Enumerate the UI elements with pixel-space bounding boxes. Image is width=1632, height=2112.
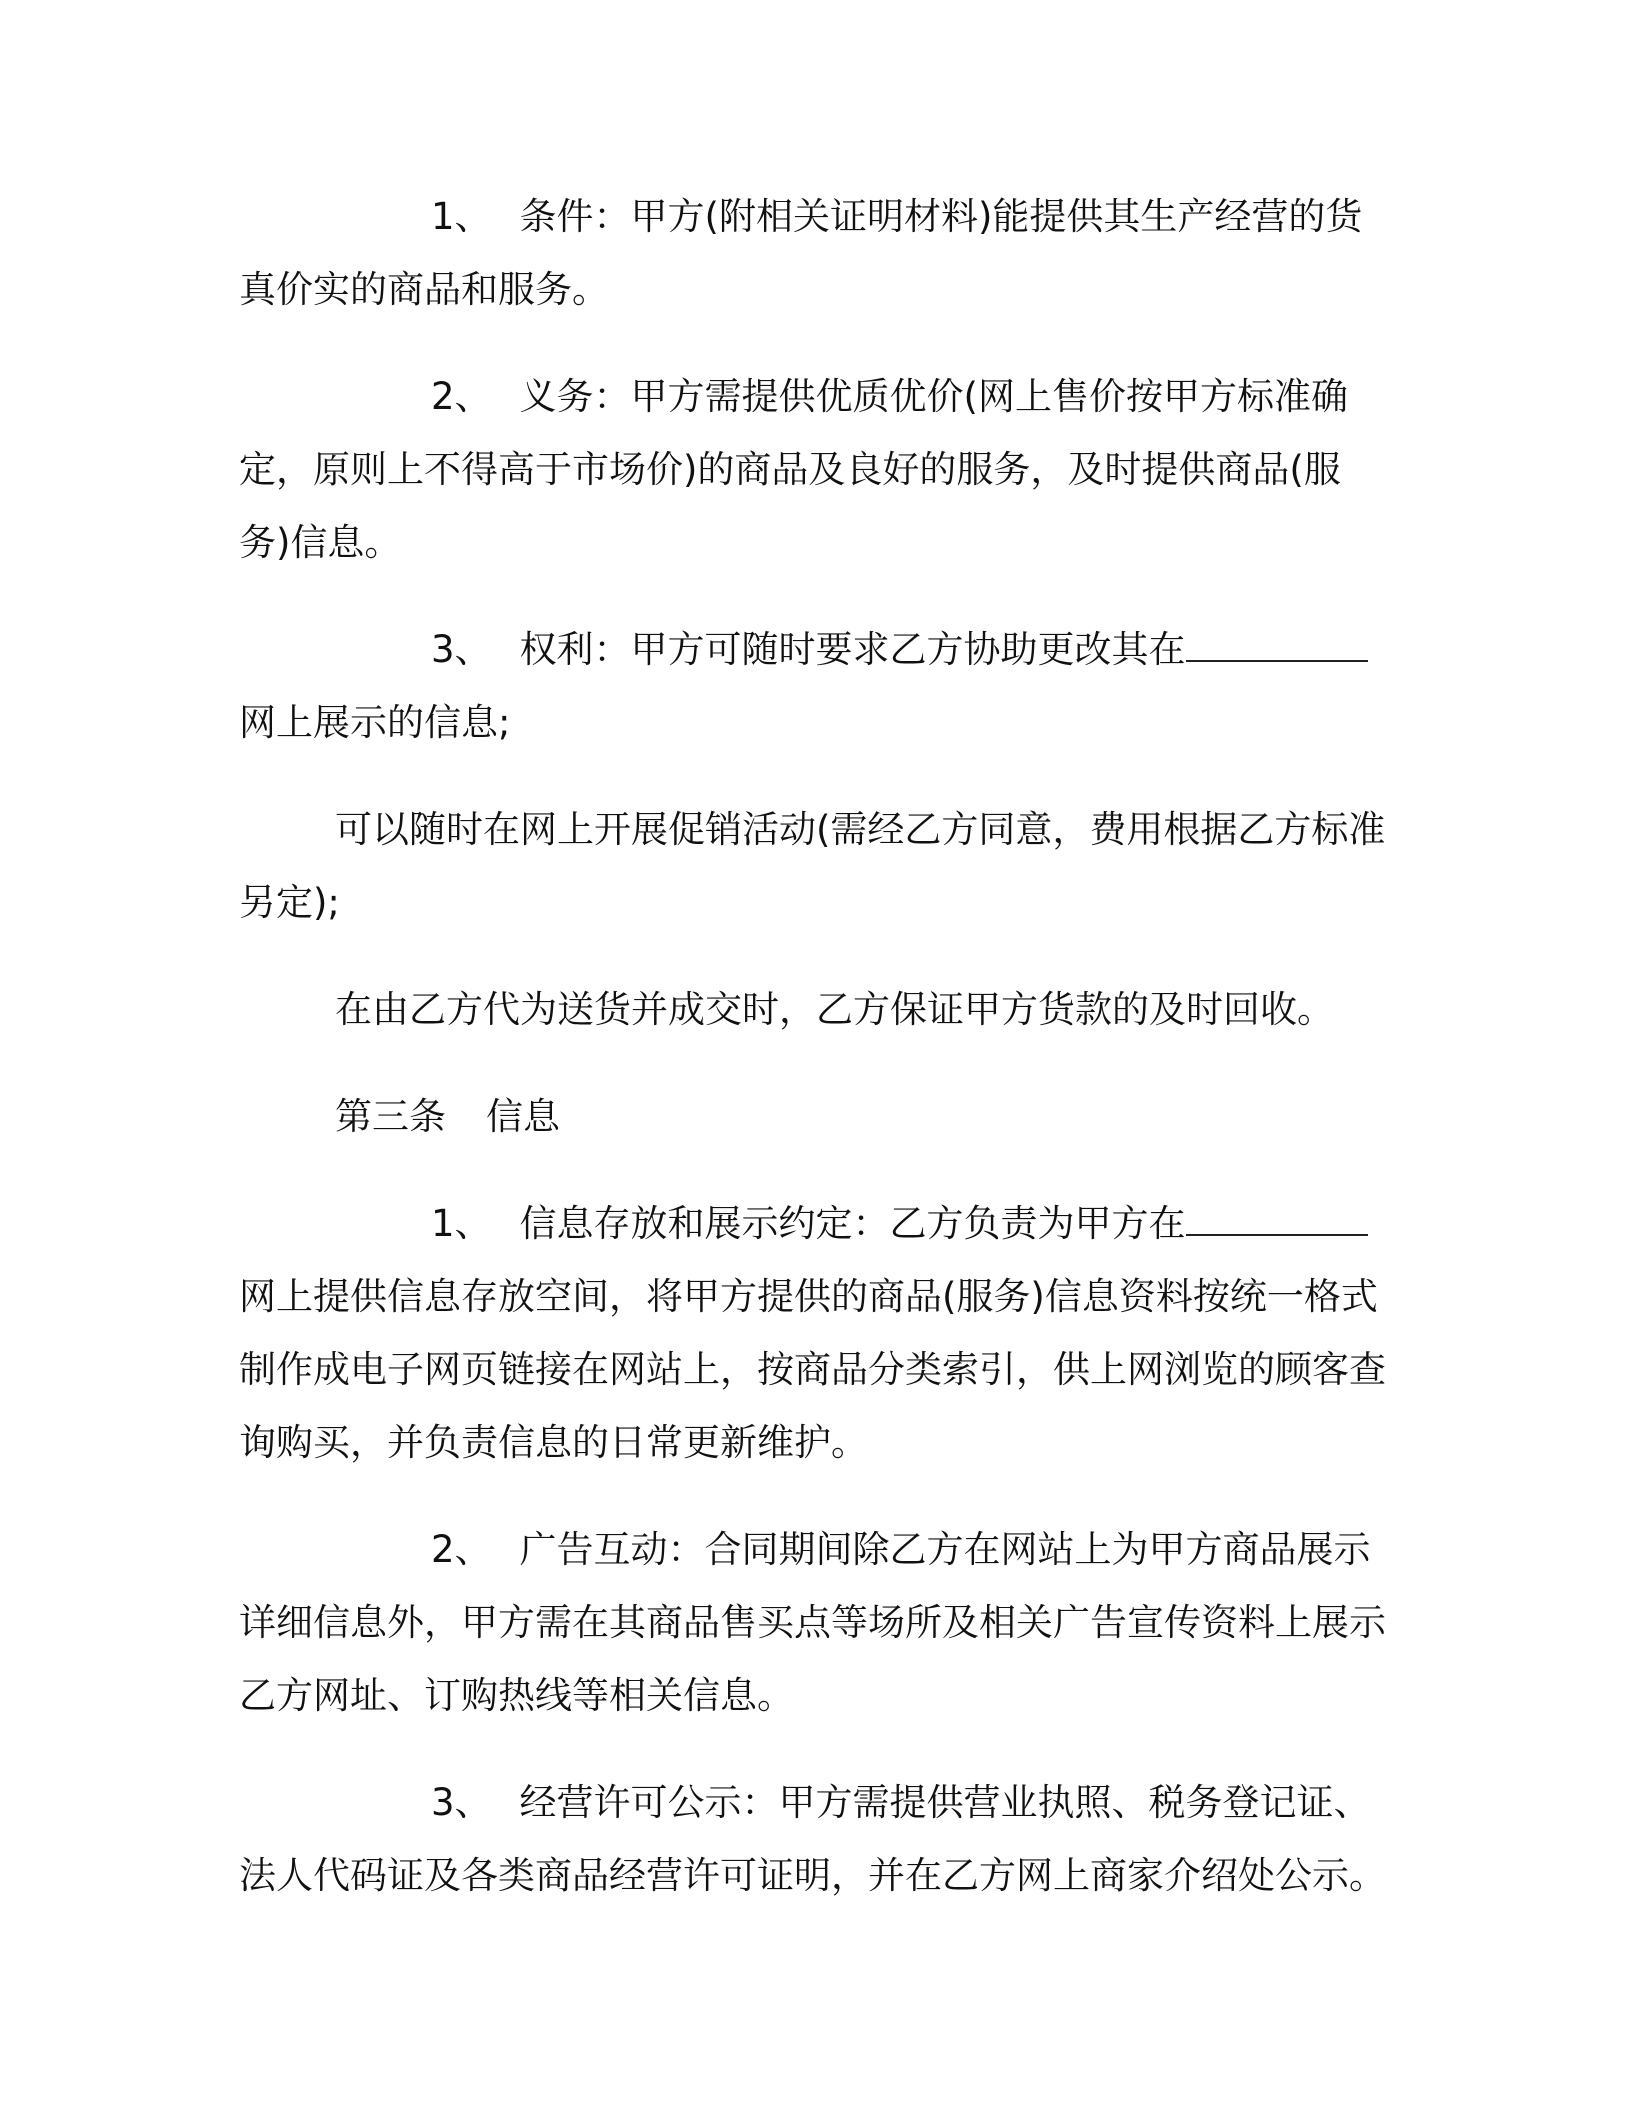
clause-number: 1、 [431, 195, 492, 238]
clause-number: 2、 [431, 1528, 492, 1571]
clause-number: 3、 [431, 628, 492, 671]
paragraph-text: 在由乙方代为送货并成交时，乙方保证甲方货款的及时回收。 [335, 988, 1334, 1031]
clause-text: 条件：甲方(附相关证明材料)能提供其生产经营的货真价实的商品和服务。 [239, 195, 1363, 311]
clause-2-advertising [239, 1513, 1387, 1732]
clause-number: 3、 [431, 1781, 492, 1824]
clause-3-license-disclosure [239, 1766, 1387, 1912]
payment-paragraph [239, 973, 1387, 1046]
article-title: 信息 [486, 1095, 560, 1138]
fill-in-blank [1186, 630, 1368, 662]
clause-text: 经营许可公示：甲方需提供营业执照、税务登记证、法人代码证及各类商品经营许可证明，并在乙方网上商家介绍处公示。 [239, 1781, 1386, 1897]
clause-number: 1、 [431, 1202, 492, 1245]
fill-in-blank [1186, 1204, 1368, 1236]
clause-1-information-storage [239, 1187, 1387, 1479]
clause-text-before-blank: 权利：甲方可随时要求乙方协助更改其在 [519, 628, 1186, 671]
clause-text: 义务：甲方需提供优质优价(网上售价按甲方标准确定，原则上不得高于市场价)的商品及良好的服务，及时提供商品(服务)信息。 [239, 375, 1348, 564]
clause-text-after-blank: 网上提供信息存放空间，将甲方提供的商品(服务)信息资料按统一格式制作成电子网页链接在网站上，按商品分类索引，供上网浏览的顾客查询购买，并负责信息的日常更新维护。 [239, 1275, 1386, 1464]
clause-text: 广告互动：合同期间除乙方在网站上为甲方商品展示详细信息外，甲方需在其商品售买点等场所及相关广告宣传资料上展示乙方网址、订购热线等相关信息。 [239, 1528, 1386, 1717]
article-3-heading [239, 1080, 1387, 1153]
clause-3-rights [239, 613, 1387, 759]
clause-text-after-blank: 网上展示的信息; [239, 701, 511, 744]
article-number: 第三条 [335, 1095, 446, 1138]
document-body [239, 180, 1387, 1946]
clause-number: 2、 [431, 375, 492, 418]
clause-1-conditions [239, 180, 1387, 326]
paragraph-text: 可以随时在网上开展促销活动(需经乙方同意，费用根据乙方标准另定); [239, 808, 1386, 924]
clause-2-obligations [239, 360, 1387, 579]
promotion-paragraph [239, 793, 1387, 939]
clause-text-before-blank: 信息存放和展示约定：乙方负责为甲方在 [519, 1202, 1186, 1245]
